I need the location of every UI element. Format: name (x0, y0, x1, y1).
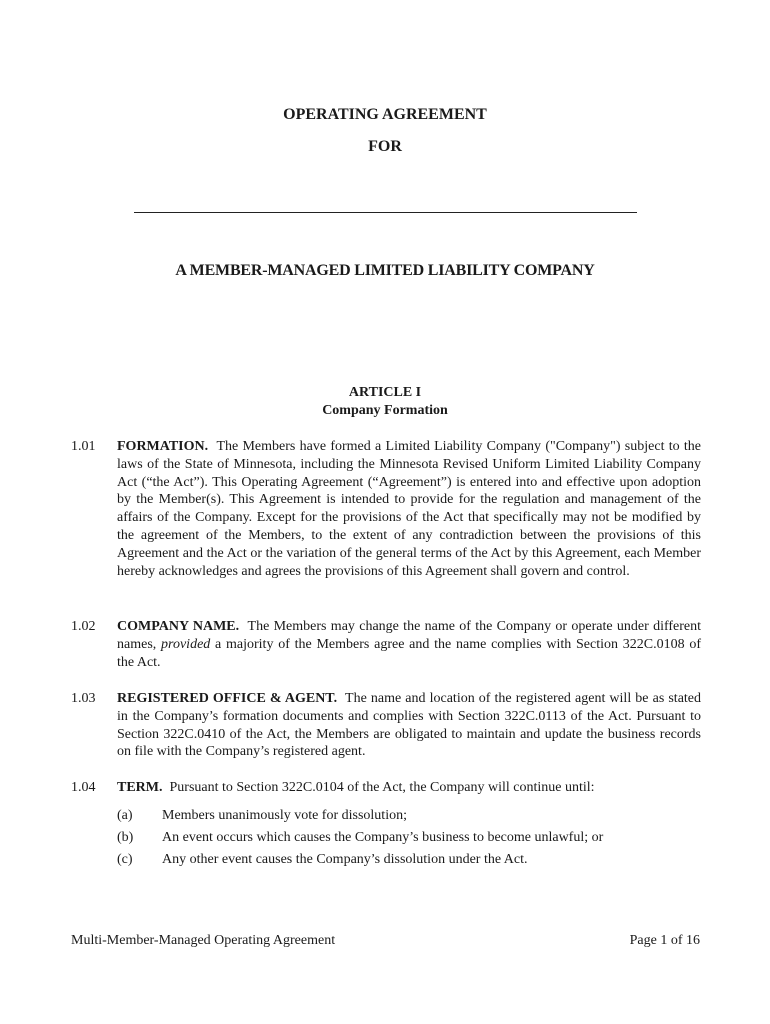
document-title-for: FOR (368, 138, 402, 155)
section-text: The Members have formed a Limited Liability Company ("Company") subject to the laws of the State of Minnesota, including the Minnesota Revised Uniform Limited Liability Company Act (“the Act”). This Operating Agreement (“Agreement”) is entered into and effective upon adoption by the Member(s). This Agreement is intended to provide for the regulation and management of the affairs of the Company. Except for the provisions of the Act that specifically may not be modified by the agreement of the Members, to the extent of any contradiction between the provisions of this Agreement and the Act or the variation of the general terms of the Act by this Agreement, each Member hereby acknowledges and agrees the provisions of this Agreement shall govern and control. (117, 439, 701, 579)
section-number: 1.02 (71, 619, 96, 634)
document-title: OPERATING AGREEMENT (283, 106, 487, 123)
list-item-text: An event occurs which causes the Company’s business to become unlawful; or (162, 830, 604, 845)
section-1-03 (71, 690, 701, 761)
list-item (117, 829, 677, 851)
list-item (117, 807, 677, 829)
section-heading: TERM. (117, 780, 163, 795)
section-body (117, 690, 701, 761)
section-heading: FORMATION. (117, 439, 209, 454)
section-body (117, 438, 701, 580)
section-text: Pursuant to Section 322C.0104 of the Act, the Company will continue until: (169, 780, 595, 795)
article-number: ARTICLE I (348, 385, 422, 400)
section-number: 1.01 (71, 439, 96, 454)
list-item-label: (a) (117, 808, 133, 823)
section-body (117, 618, 701, 671)
list-item-text: Any other event causes the Company’s dissolution under the Act. (162, 852, 528, 867)
list-item-text: Members unanimously vote for dissolution; (162, 808, 407, 823)
list-item (117, 851, 677, 873)
footer-page-number: Page 1 of 16 (629, 933, 700, 948)
section-text: The name and location of the registered agent will be as stated in the Company’s formation documents and complies with Section 322C.0113 of the Act. Pursuant to Section 322C.0410 of the Act, the Members are obligated to maintain and update the business records on file with the Company’s registered agent. (117, 691, 702, 760)
section-text-continued: a majority of the Members agree and the name complies with Section 322C.0108 of the Act. (117, 636, 702, 670)
section-number: 1.04 (71, 780, 96, 795)
section-heading: REGISTERED OFFICE & AGENT. (117, 691, 338, 706)
article-name: Company Formation (322, 403, 448, 418)
document-subtitle: A MEMBER-MANAGED LIMITED LIABILITY COMPANY (175, 262, 595, 279)
list-item-label: (b) (117, 830, 134, 845)
section-text: The Members may change the name of the Company or operate under different names, (117, 619, 702, 652)
section-heading: COMPANY NAME. (117, 619, 240, 634)
section-text-italic: provided (161, 636, 211, 652)
section-1-04 (71, 779, 701, 797)
footer-document-name: Multi-Member-Managed Operating Agreement (71, 933, 336, 948)
term-conditions-list (117, 807, 677, 873)
section-1-01 (71, 438, 701, 580)
section-number: 1.03 (71, 691, 96, 706)
company-name-blank-line (134, 212, 637, 213)
section-body (117, 779, 701, 797)
list-item-label: (c) (117, 852, 133, 867)
section-1-02 (71, 618, 701, 671)
